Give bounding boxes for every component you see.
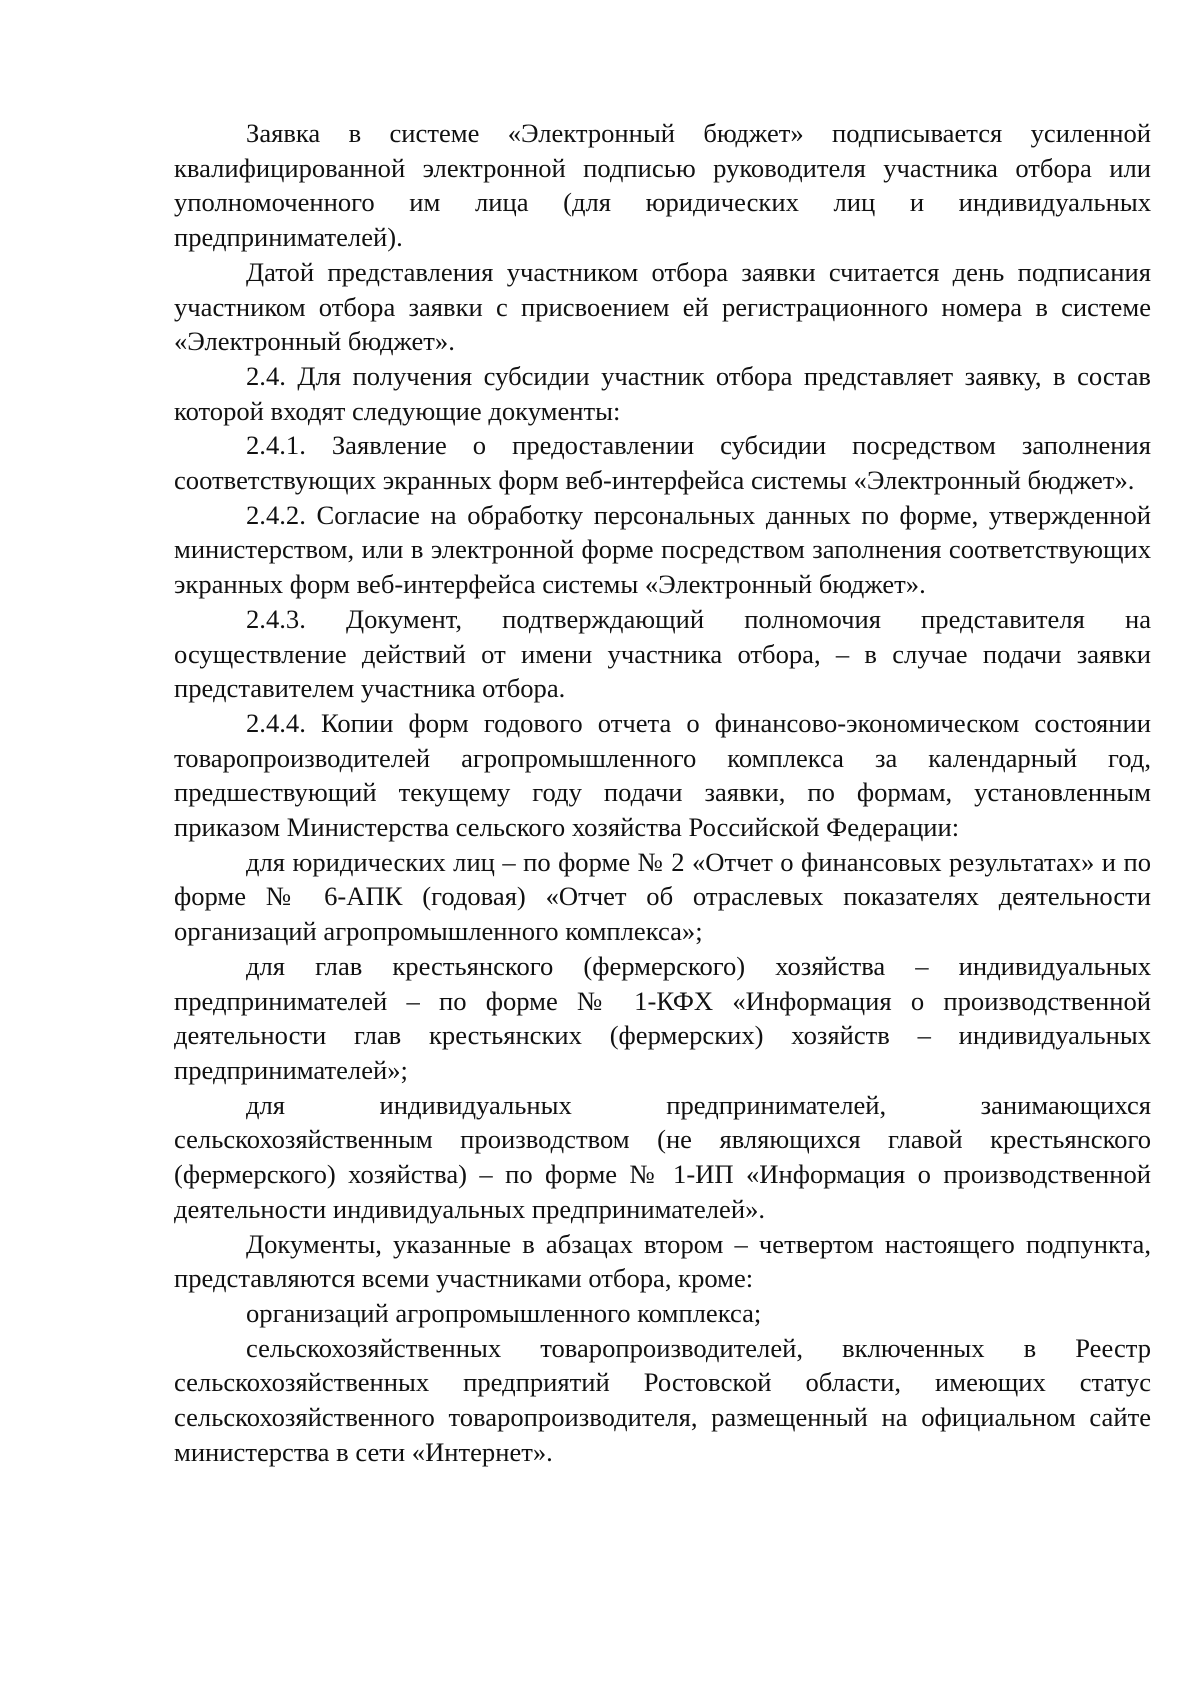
paragraph-exception-registry: сельскохозяйственных товаропроизводителей, включенных в Реестр сельскохозяйственных предприятий Ростовской области, имеющих статус сельскохозяйственного товаропроизводителя, размещенный на официальном сайте министерства в сети «Интернет». xyxy=(174,1332,1151,1467)
paragraph-legal-entities: для юридических лиц – по форме № 2 «Отчет о финансовых результатах» и по форме № 6-АПК (годовая) «Отчет об отраслевых показателях деятельности организаций агропромышленного комплекса»; xyxy=(174,846,1151,947)
paragraph-individual-entrepreneurs: для индивидуальных предпринимателей, занимающихся сельскохозяйственным производством (не являющихся главой крестьянского (фермерского) хозяйства) – по форме № 1-ИП «Информация о производственной деятельности индивидуальных предпринимателей». xyxy=(174,1089,1151,1224)
paragraph-2-4-2: 2.4.2. Согласие на обработку персональных данных по форме, утвержденной министерством, или в электронной форме посредством заполнения соответствующих экранных форм веб-интерфейса системы «Электронный бюджет». xyxy=(174,499,1151,600)
paragraph-documents-exceptions: Документы, указанные в абзацах втором – четвертом настоящего подпункта, представляются всеми участниками отбора, кроме: xyxy=(174,1228,1151,1294)
document-body xyxy=(174,116,1151,1469)
paragraph-signature: Заявка в системе «Электронный бюджет» подписывается усиленной квалифицированной электронной подписью руководителя участника отбора или уполномоченного им лица (для юридических лиц и индивидуальных предпринимателей). xyxy=(174,118,1151,253)
paragraph-farm-heads: для глав крестьянского (фермерского) хозяйства – индивидуальных предпринимателей – по форме № 1-КФХ «Информация о производственной деятельности глав крестьянских (фермерских) хозяйств – индивидуальных предпринимателей»; xyxy=(174,950,1151,1085)
paragraph-2-4-1: 2.4.1. Заявление о предоставлении субсидии посредством заполнения соответствующих экранных форм веб-интерфейса системы «Электронный бюджет». xyxy=(174,430,1151,496)
paragraph-2-4: 2.4. Для получения субсидии участник отбора представляет заявку, в состав которой входят следующие документы: xyxy=(174,360,1151,426)
paragraph-exception-agro-organizations: организаций агропромышленного комплекса; xyxy=(246,1297,762,1328)
paragraph-2-4-4: 2.4.4. Копии форм годового отчета о финансово-экономическом состоянии товаропроизводителей агропромышленного комплекса за календарный год, предшествующий текущему году подачи заявки, по формам, установленным приказом Министерства сельского хозяйства Российской Федерации: xyxy=(174,707,1151,843)
paragraph-2-4-3: 2.4.3. Документ, подтверждающий полномочия представителя на осуществление действий от имени участника отбора, – в случае подачи заявки представителем участника отбора. xyxy=(174,603,1151,704)
paragraph-submission-date: Датой представления участником отбора заявки считается день подписания участником отбора заявки с присвоением ей регистрационного номера в системе «Электронный бюджет». xyxy=(174,256,1151,357)
